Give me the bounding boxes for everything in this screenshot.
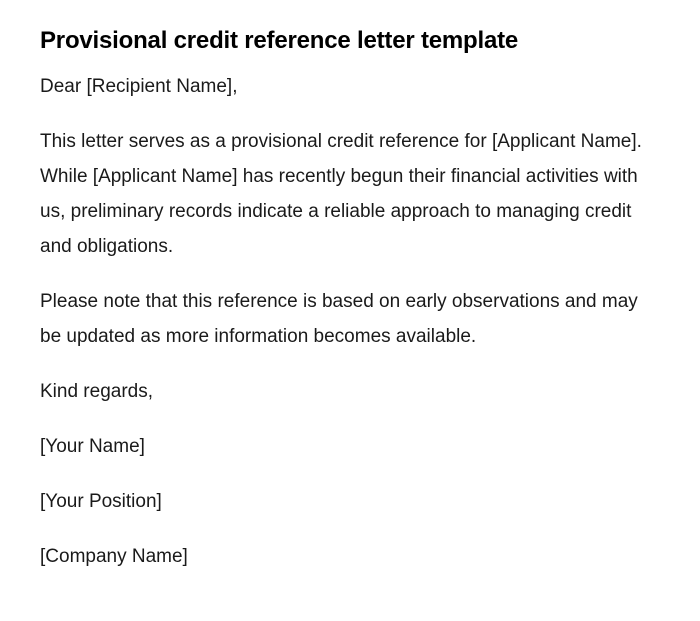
signature-name: [Your Name] (40, 436, 145, 457)
letter-greeting: Dear [Recipient Name], (40, 76, 238, 97)
letter-body-paragraph: This letter serves as a provisional credit reference for [Applicant Name]. While [Applicant Name] has recently begun their financial activities with us, preliminary records indicate a reliable approach to managing credit and obligations. (40, 131, 642, 257)
signature-position: [Your Position] (40, 491, 162, 512)
signature-company: [Company Name] (40, 546, 188, 567)
letter-closing: Kind regards, (40, 381, 154, 402)
letter-body-paragraph: Please note that this reference is based on early observations and may be updated as more information becomes available. (40, 291, 638, 347)
document-title: Provisional credit reference letter template (40, 27, 519, 54)
letter-document (40, 24, 660, 574)
